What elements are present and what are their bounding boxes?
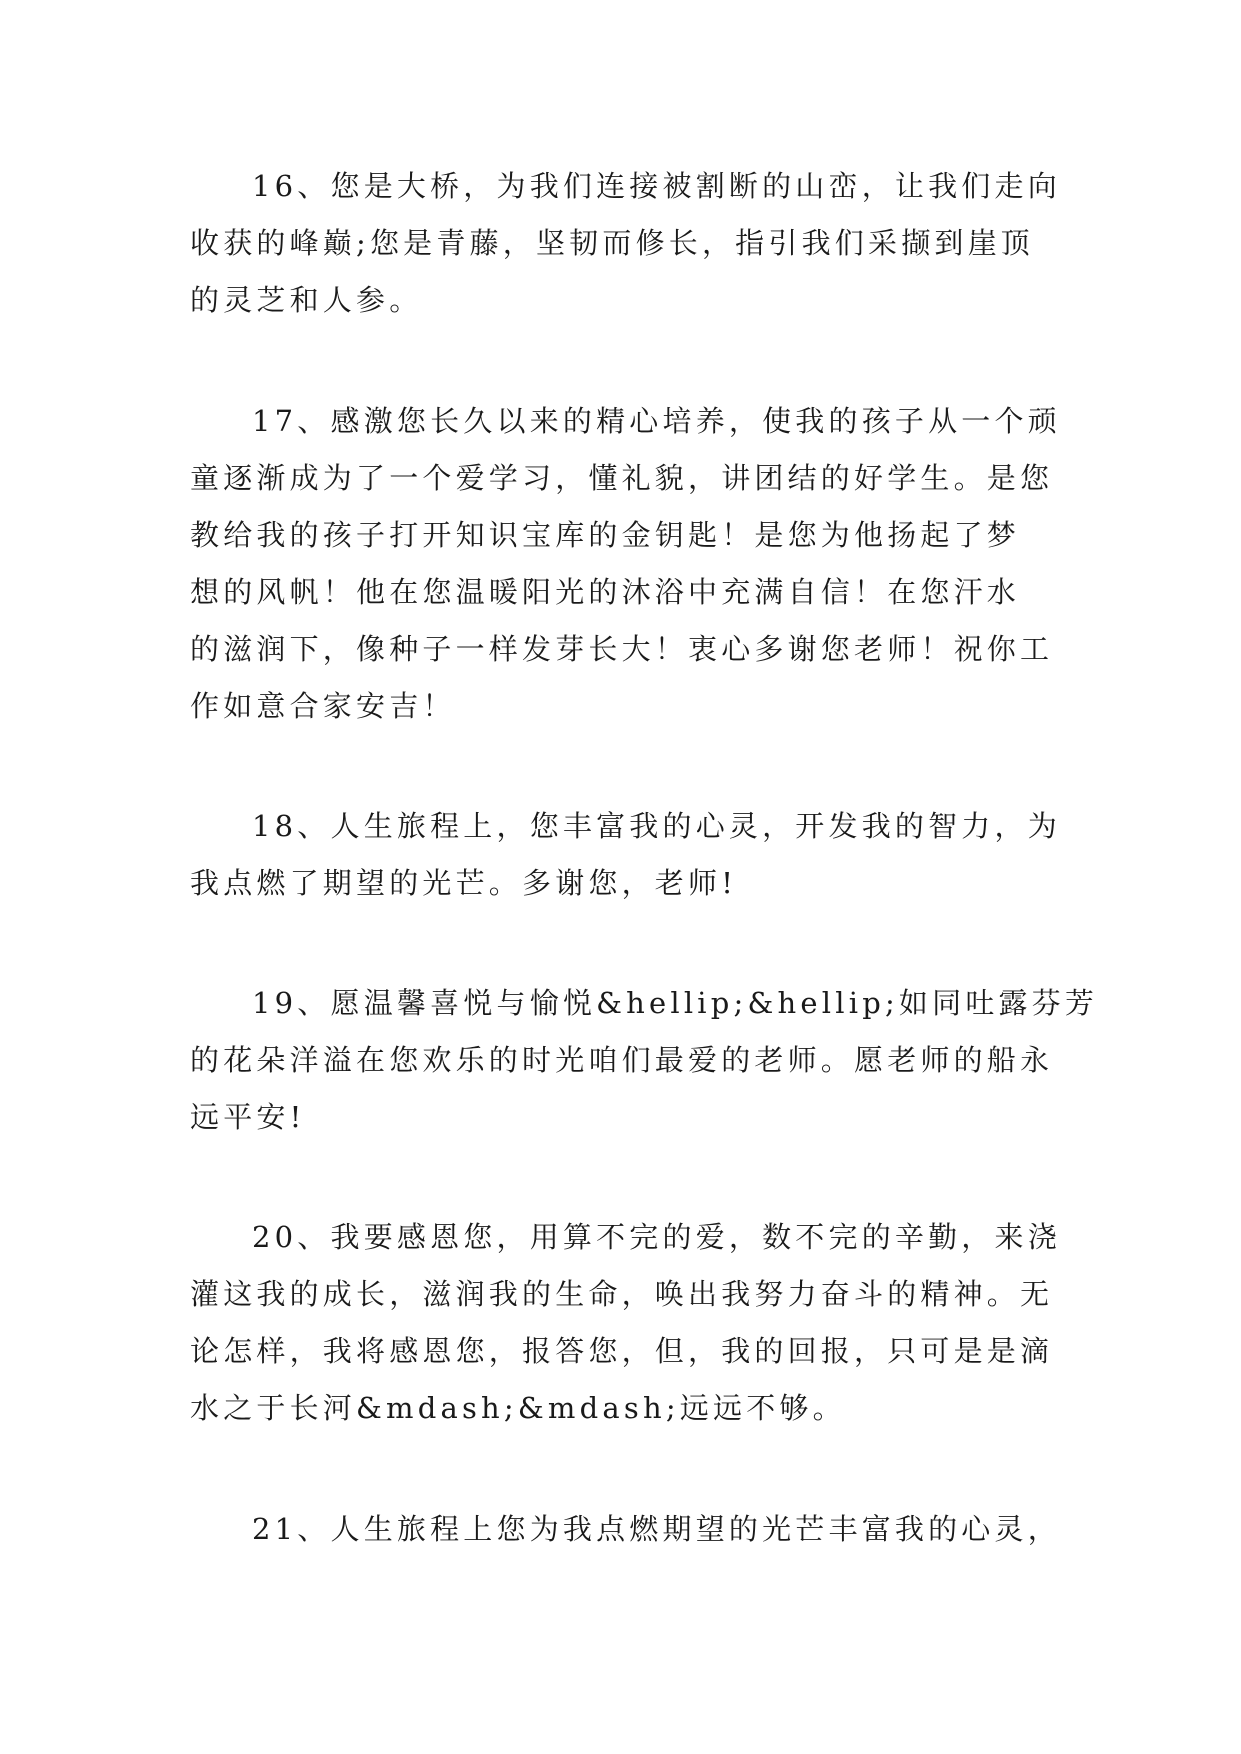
paragraph-20-line-4: 水之于长河&mdash;&mdash;远远不够。 <box>190 1391 846 1425</box>
paragraph-18-line-2: 我点燃了期望的光芒。多谢您，老师! <box>190 866 738 900</box>
paragraph-19-line-3: 远平安! <box>190 1100 306 1134</box>
paragraph-20-line-1: 20、我要感恩您，用算不完的爱，数不完的辛勤，来浇 <box>252 1220 1061 1254</box>
paragraph-21-line-1: 21、人生旅程上您为我点燃期望的光芒丰富我的心灵， <box>252 1512 1061 1546</box>
paragraph-17-line-6: 作如意合家安吉！ <box>190 689 456 723</box>
paragraph-17-line-3: 教给我的孩子打开知识宝库的金钥匙！是您为他扬起了梦 <box>190 518 1021 552</box>
paragraph-20-line-3: 论怎样，我将感恩您，报答您，但，我的回报，只可是是滴 <box>190 1334 1054 1368</box>
paragraph-16-line-2: 收获的峰巅;您是青藤，坚韧而修长，指引我们采撷到崖顶 <box>190 226 1034 260</box>
paragraph-18-line-1: 18、人生旅程上，您丰富我的心灵，开发我的智力，为 <box>252 809 1061 843</box>
paragraph-19-line-2: 的花朵洋溢在您欢乐的时光咱们最爱的老师。愿老师的船永 <box>190 1043 1054 1077</box>
paragraph-16-line-3: 的灵芝和人参。 <box>190 283 423 317</box>
paragraph-17-line-1: 17、感激您长久以来的精心培养，使我的孩子从一个顽 <box>252 404 1061 438</box>
paragraph-17-line-5: 的滋润下，像种子一样发芽长大！衷心多谢您老师！祝你工 <box>190 632 1054 666</box>
paragraph-20-line-2: 灌这我的成长，滋润我的生命，唤出我努力奋斗的精神。无 <box>190 1277 1054 1311</box>
paragraph-17-line-4: 想的风帆！他在您温暖阳光的沐浴中充满自信！在您汗水 <box>190 575 1021 609</box>
paragraph-17-line-2: 童逐渐成为了一个爱学习，懂礼貌，讲团结的好学生。是您 <box>190 461 1054 495</box>
paragraph-16-line-1: 16、您是大桥，为我们连接被割断的山峦，让我们走向 <box>252 169 1061 203</box>
paragraph-19-line-1: 19、愿温馨喜悦与愉悦&hellip;&hellip;如同吐露芬芳 <box>252 986 1099 1020</box>
